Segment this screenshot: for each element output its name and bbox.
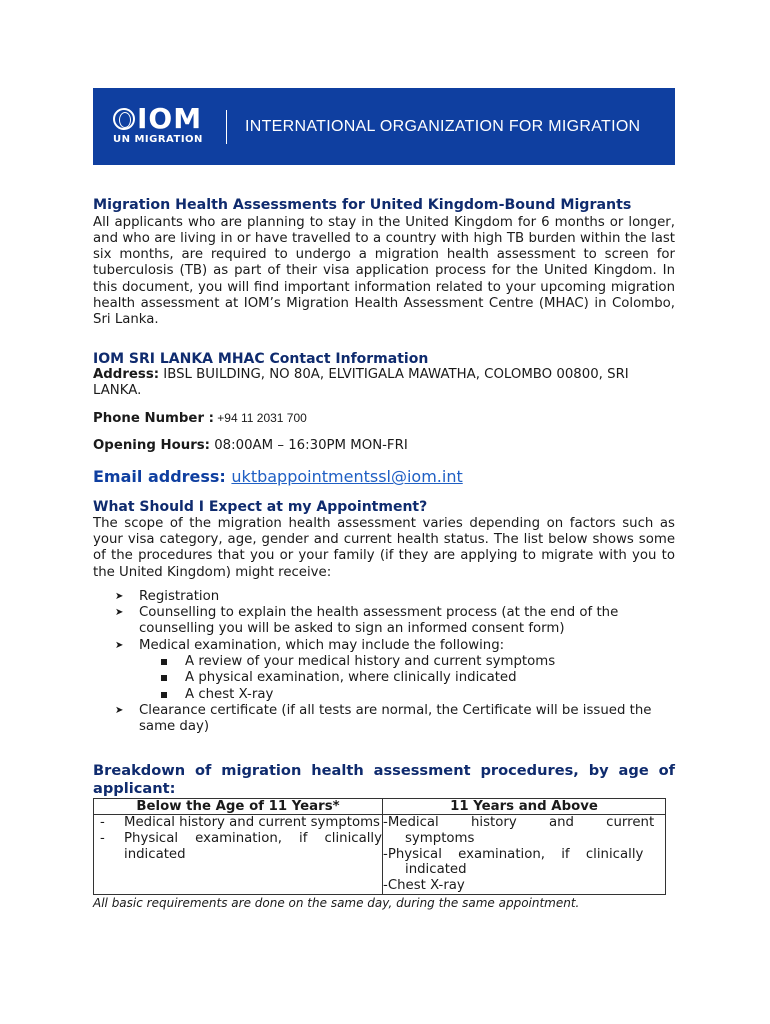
iom-logo — [113, 102, 213, 150]
table-list-item — [383, 878, 665, 894]
square-bullet-icon — [161, 675, 167, 681]
dash-bullet: - — [383, 846, 388, 862]
appointment-paragraph: The scope of the migration health assessment varies depending on factors such as your visa category, age, gender and current health status. The list below shows some of the procedures that you or your family (if they are applying to migrate with you to the United Kingdom) might receive: — [93, 515, 675, 580]
email-label: Email address: — [93, 467, 226, 487]
table-footnote: All basic requirements are done on the same day, during the same appointment. — [93, 895, 580, 910]
cell-text: Physical examination, if clinically — [387, 846, 644, 862]
cell-text: Chest X-ray — [387, 878, 465, 894]
hours-label: Opening Hours: — [93, 437, 210, 453]
procedure-text: Medical examination, which may include the following: — [139, 637, 505, 653]
over-11-cell — [383, 815, 666, 895]
logo-subtitle: UN MIGRATION — [113, 134, 203, 145]
banner-divider — [226, 110, 227, 144]
age-breakdown-table — [93, 798, 666, 895]
address-label: Address: — [93, 366, 160, 382]
hours-line — [93, 438, 675, 454]
cell-text: Physical examination, if clinically indicated — [124, 830, 382, 862]
phone-value: +94 11 2031 700 — [213, 411, 307, 426]
sub-item-text: A chest X-ray — [185, 686, 274, 702]
arrow-bullet-icon: ➤ — [115, 607, 124, 619]
sub-item-text: A physical examination, where clinically indicated — [185, 670, 517, 686]
cell-text-continued: symptoms — [405, 830, 475, 846]
phone-label: Phone Number : — [93, 411, 214, 427]
dash-bullet: - — [100, 830, 105, 846]
procedure-text: Registration — [139, 588, 220, 604]
logo-wordmark: IOM — [137, 102, 203, 135]
organization-name: INTERNATIONAL ORGANIZATION FOR MIGRATION — [245, 118, 641, 135]
sub-item-text: A review of your medical history and current symptoms — [185, 654, 556, 670]
cell-text: Medical history and current symptoms — [124, 815, 380, 831]
dash-bullet: - — [383, 878, 388, 894]
phone-line — [93, 410, 675, 427]
medical-exam-sublist — [139, 654, 675, 703]
sub-list-item — [139, 670, 675, 686]
document-title: Migration Health Assessments for United Kingdom-Bound Migrants — [93, 197, 632, 213]
arrow-bullet-icon: ➤ — [115, 704, 124, 716]
cell-text-continued: indicated — [405, 862, 467, 878]
square-bullet-icon — [161, 692, 167, 698]
column-header-under-11: Below the Age of 11 Years* — [94, 798, 383, 815]
procedure-list — [93, 589, 675, 736]
list-item — [93, 638, 675, 703]
table-row — [94, 815, 666, 895]
table-list-item — [94, 815, 382, 831]
list-item — [93, 605, 675, 638]
arrow-bullet-icon: ➤ — [115, 639, 124, 651]
table-list-item — [383, 847, 665, 878]
dash-bullet: - — [100, 815, 105, 831]
procedure-text: Clearance certificate (if all tests are normal, the Certificate will be issued the same day) — [139, 702, 652, 735]
email-link[interactable]: uktbappointmentssl@iom.int — [231, 467, 463, 487]
procedure-text: Counselling to explain the health assessment process (at the end of the counselling you will be asked to sign an informed consent form) — [139, 605, 619, 637]
email-line — [93, 469, 675, 485]
table-list-item — [94, 831, 382, 862]
appointment-heading: What Should I Expect at my Appointment? — [93, 499, 428, 516]
hours-value: 08:00AM – 16:30PM MON-FRI — [210, 437, 408, 453]
address-value: IBSL BUILDING, NO 80A, ELVITIGALA MAWATHA, COLOMBO 00800, SRI LANKA. — [93, 366, 629, 399]
sub-list-item — [139, 687, 675, 703]
square-bullet-icon — [161, 659, 167, 665]
iom-header-banner — [93, 88, 675, 165]
column-header-11-plus: 11 Years and Above — [383, 798, 666, 815]
list-item — [93, 703, 675, 736]
table-list-item — [383, 815, 665, 846]
contact-heading: IOM SRI LANKA MHAC Contact Information — [93, 350, 429, 367]
breakdown-heading: Breakdown of migration health assessment procedures, by age of applicant: — [93, 761, 675, 797]
cell-text: Medical history and current — [387, 815, 655, 831]
intro-paragraph: All applicants who are planning to stay in the United Kingdom for 6 months or longer, and who are living in or have travelled to a country with high TB burden within the last six months, are required to undergo a migration health assessment to screen for tuberculosis (TB) as part of their visa application process for the United Kingdom. In this document, you will find important information related to your upcoming migration health assessment at IOM’s Migration Health Assessment Centre (MHAC) in Colombo, Sri Lanka. — [93, 214, 675, 328]
address-line — [93, 367, 675, 400]
document-body — [93, 196, 675, 911]
un-globe-icon — [113, 108, 135, 130]
dash-bullet: - — [383, 815, 388, 831]
table-header-row — [94, 798, 666, 815]
arrow-bullet-icon: ➤ — [115, 590, 124, 602]
sub-list-item — [139, 654, 675, 670]
list-item — [93, 589, 675, 605]
under-11-cell — [94, 815, 383, 895]
